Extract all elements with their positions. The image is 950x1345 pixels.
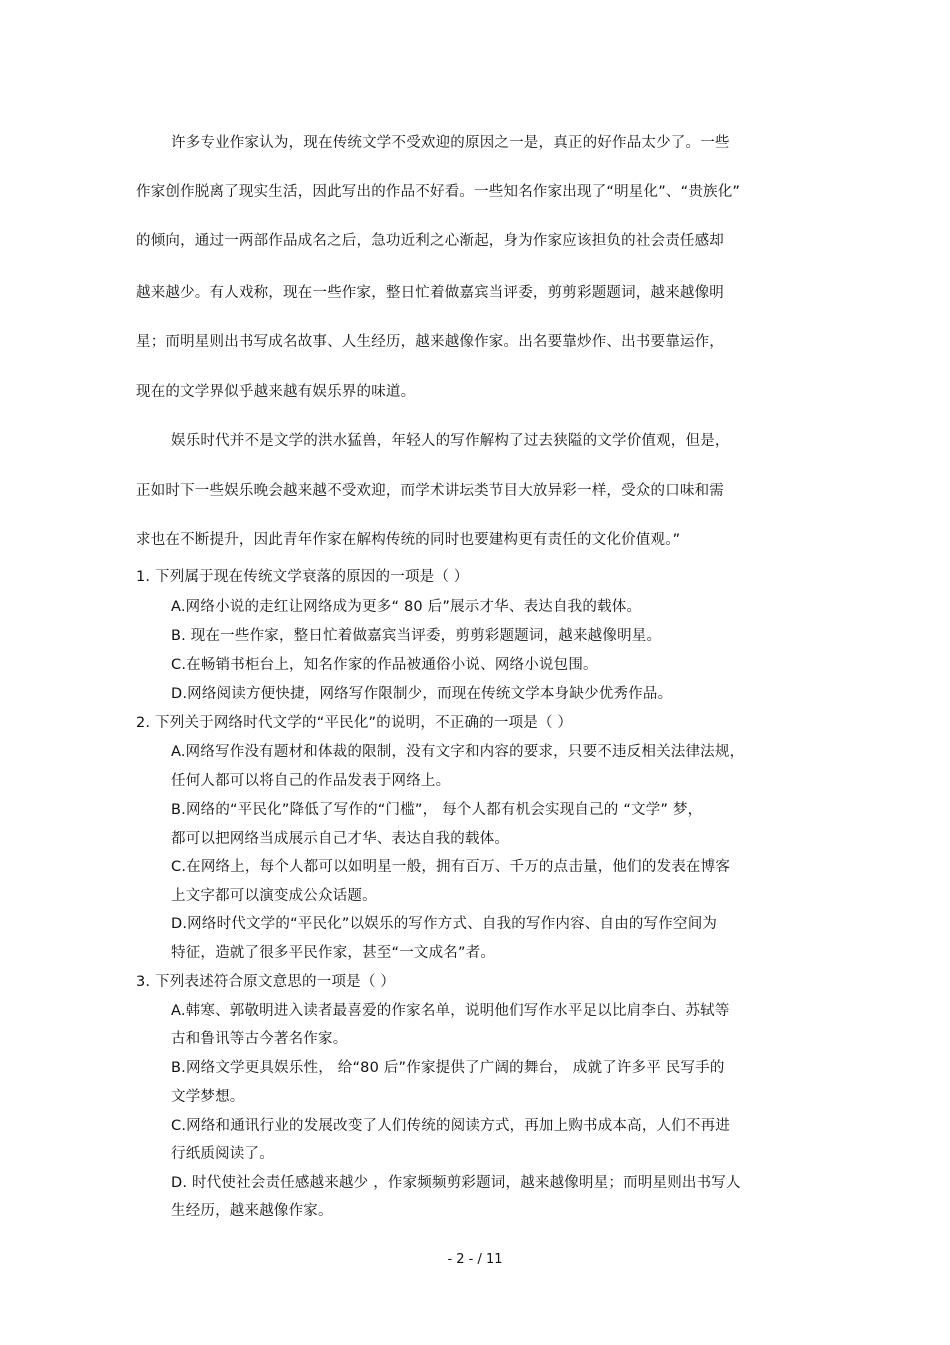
question-2-option-b: B.网络的“平民化”降低了写作的“门槛”， 每个人都有机会实现自己的 “文学” 梦， [171, 802, 703, 818]
passage-line: 作家创作脱离了现实生活，因此写出的作品不好看。一些知名作家出现了“明星化”、“贵族化” [136, 184, 741, 200]
question-1-option-b: B. 现在一些作家，整日忙着做嘉宾当评委，剪剪彩题题词，越来越像明星。 [171, 628, 662, 644]
question-3-option-b: B.网络文学更具娱乐性， 给“80 后”作家提供了广阔的舞台， 成就了许多平 民写手的 [171, 1060, 725, 1076]
passage-line: 现在的文学界似乎越来越有娱乐界的味道。 [136, 384, 416, 400]
question-2-option-c: C.在网络上，每个人都可以如明星一般，拥有百万、千万的点击量，他们的发表在博客 [171, 859, 731, 875]
page-number: - 2 - / 11 [447, 1252, 503, 1267]
question-2-stem: 2. 下列关于网络时代文学的“平民化”的说明，不正确的一项是（ ） [136, 715, 573, 731]
question-1-option-d: D.网络阅读方便快捷，网络写作限制少，而现在传统文学本身缺少优秀作品。 [171, 686, 673, 702]
passage-line: 星；而明星则出书写成名故事、人生经历，越来越像作家。出名要靠炒作、出书要靠运作， [136, 334, 724, 350]
question-2-option-a: A.网络写作没有题材和体裁的限制，没有文字和内容的要求，只要不违反相关法律法规， [171, 744, 745, 760]
question-3-stem: 3. 下列表述符合原文意思的一项是（ ） [136, 974, 396, 990]
question-3-option-c-cont: 行纸质阅读了。 [171, 1146, 274, 1162]
passage-line: 娱乐时代并不是文学的洪水猛兽，年轻人的写作解构了过去狭隘的文学价值观，但是， [171, 433, 730, 449]
question-3-option-c: C.网络和通讯行业的发展改变了人们传统的阅读方式，再加上购书成本高，人们不再进 [171, 1118, 731, 1134]
question-3-option-a: A.韩寒、郭敬明进入读者最喜爱的作家名单，说明他们写作水平足以比肩李白、苏轼等 [171, 1003, 730, 1019]
question-1-option-c: C.在畅销书柜台上，知名作家的作品被通俗小说、网络小说包围。 [171, 657, 598, 673]
passage-line: 越来越少。有人戏称，现在一些作家，整日忙着做嘉宾当评委，剪剪彩题题词，越来越像明 [136, 285, 724, 301]
question-2-option-d-cont: 特征，造就了很多平民作家，甚至“一文成名”者。 [171, 945, 496, 961]
passage-line: 许多专业作家认为，现在传统文学不受欢迎的原因之一是，真正的好作品太少了。一些 [171, 135, 730, 151]
question-3-option-b-cont: 文学梦想。 [171, 1089, 245, 1105]
question-3-option-d-cont: 生经历，越来越像作家。 [171, 1203, 333, 1219]
question-2-option-b-cont: 都可以把网络当成展示自己才华、表达自我的载体。 [171, 831, 510, 847]
question-3-option-a-cont: 古和鲁讯等古今著名作家。 [171, 1031, 348, 1047]
question-1-stem: 1. 下列属于现在传统文学衰落的原因的一项是（ ） [136, 569, 469, 585]
question-3-option-d: D. 时代使社会责任感越来越少 ，作家频频剪彩题词，越来越像明星；而明星则出书写人 [171, 1175, 741, 1191]
question-2-option-c-cont: 上文字都可以演变成公众话题。 [171, 888, 377, 904]
question-1-option-a: A.网络小说的走红让网络成为更多“ 80 后”展示才华、表达自我的载体。 [171, 599, 642, 615]
passage-line: 求也在不断提升，因此青年作家在解构传统的同时也要建构更有责任的文化价值观。” [136, 532, 681, 548]
passage-line: 的倾向，通过一两部作品成名之后，急功近利之心渐起，身为作家应该担负的社会责任感却 [136, 233, 724, 249]
question-2-option-d: D.网络时代文学的“平民化”以娱乐的写作方式、自我的写作内容、自由的写作空间为 [171, 916, 718, 932]
question-2-option-a-cont: 任何人都可以将自己的作品发表于网络上。 [171, 773, 451, 789]
passage-line: 正如时下一些娱乐晚会越来越不受欢迎，而学术讲坛类节目大放异彩一样，受众的口味和需 [136, 483, 724, 499]
